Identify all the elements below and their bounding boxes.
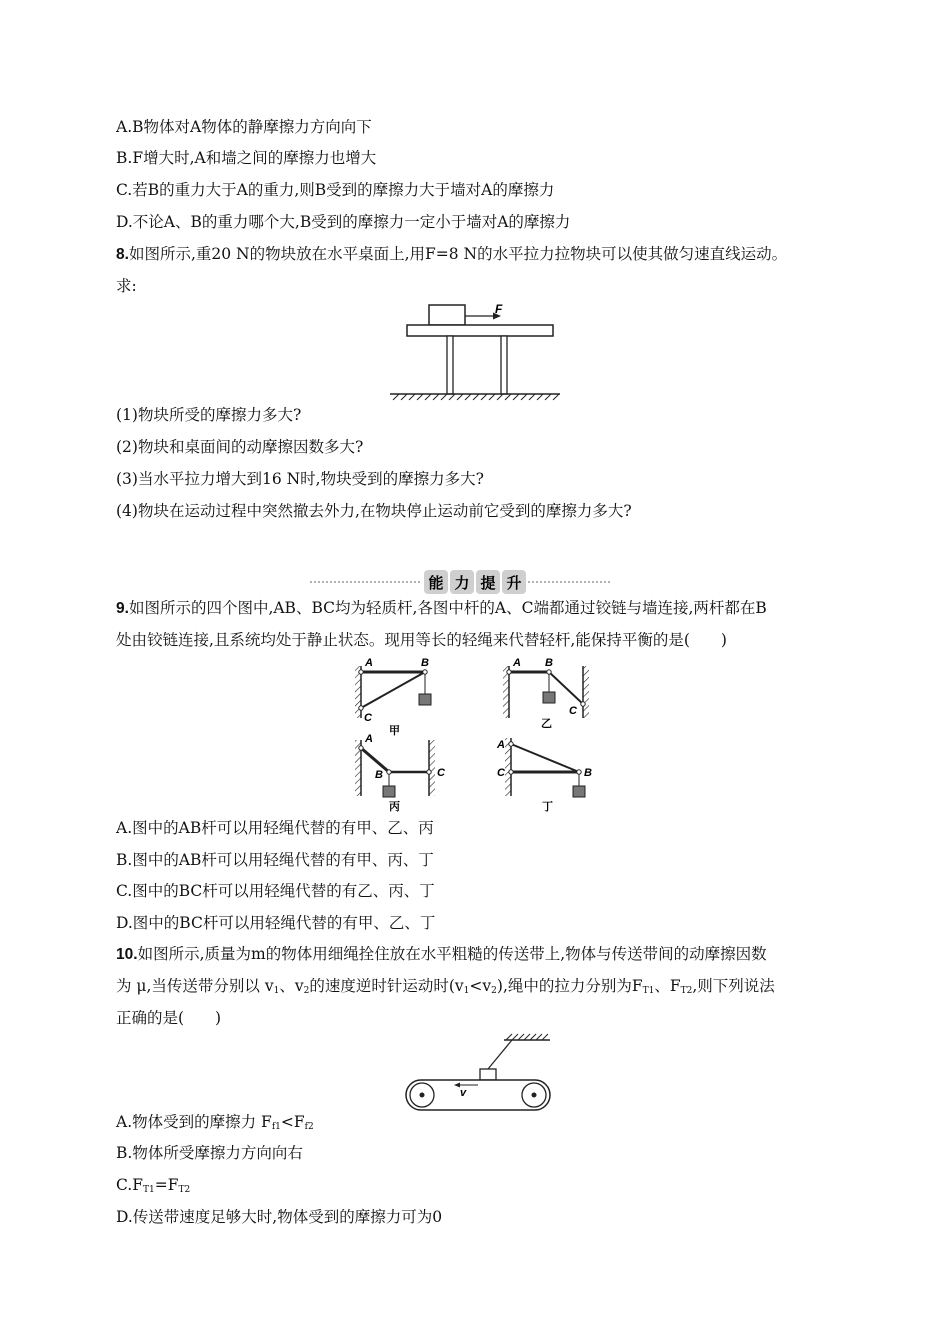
caption-yi: 乙: [541, 717, 552, 730]
hinge-a: [509, 742, 513, 746]
hinge-b: [547, 670, 551, 674]
q8-sub1: (1)物块所受的摩擦力多大?: [116, 406, 302, 424]
q10-option-d: D.传送带速度足够大时,物体受到的摩擦力可为0: [116, 1208, 443, 1226]
q10-option-a: [116, 1111, 314, 1138]
text: A.物体受到的摩擦力 F: [116, 1113, 272, 1131]
text: <F: [280, 1113, 305, 1131]
q10-conveyor-figure: [400, 1032, 560, 1114]
banner-char-1: 能: [428, 574, 444, 592]
text: 、v: [279, 977, 304, 995]
hinge-a: [359, 670, 363, 674]
figure-yi: [503, 657, 589, 730]
q8-table-figure: [385, 300, 565, 410]
text: 的速度逆时针运动时(v: [309, 977, 464, 995]
q9-stem-text: 如图所示的四个图中,AB、BC均为轻质杆,各图中杆的A、C端都通过铰链与墙连接,两杆都在B: [128, 599, 767, 617]
subscript: T2: [178, 1185, 191, 1195]
q7-option-a: A.B物体对A物体的静摩擦力方向向下: [116, 118, 372, 136]
table-leg-right: [501, 336, 507, 394]
subscript: 1: [463, 986, 470, 996]
section-banner: [310, 568, 610, 596]
weight: [419, 694, 431, 705]
hinge-a: [507, 670, 511, 674]
banner-char-2: 力: [454, 574, 470, 592]
q10-option-b: B.物体所受摩擦力方向向右: [116, 1144, 303, 1162]
subscript: T2: [680, 986, 693, 996]
q10-stem-line1: [116, 943, 767, 966]
pulley-right-axle: [532, 1093, 537, 1098]
q9-option-b: B.图中的AB杆可以用轻绳代替的有甲、丙、丁: [116, 851, 434, 869]
hinge-c: [359, 706, 363, 710]
hinge-c: [581, 702, 585, 706]
table-leg-left: [447, 336, 453, 394]
hinge-b: [577, 770, 581, 774]
force-label: F: [495, 302, 503, 316]
hinge-b: [423, 670, 427, 674]
q7-option-d: D.不论A、B的重力哪个大,B受到的摩擦力一定小于墙对A的摩擦力: [116, 213, 571, 231]
q8-stem-text: 如图所示,重20 N的物块放在水平桌面上,用F=8 N的水平拉力拉物块可以使其做匀速直线运动。: [128, 245, 788, 263]
q10-number: 10.: [116, 946, 138, 963]
q8-stem-line1: [116, 243, 787, 266]
q7-option-b: B.F增大时,A和墙之间的摩擦力也增大: [116, 149, 377, 167]
caption-ding: 丁: [542, 800, 553, 813]
hinge-c: [509, 770, 513, 774]
weight: [573, 786, 585, 797]
text: ),绳中的拉力分别为F: [496, 977, 643, 995]
label-c: C: [364, 712, 372, 724]
rod-ab: [511, 744, 579, 772]
label-b: B: [375, 769, 383, 781]
q8-stem-line2: 求:: [116, 277, 137, 295]
q9-stem-line2: 处由铰链连接,且系统均处于静止状态。现用等长的轻绳来代替轻杆,能保持平衡的是( ): [116, 631, 727, 649]
figure-ding: [496, 738, 592, 813]
text: C.F: [116, 1176, 143, 1194]
q10-stem-text: 如图所示,质量为m的物体用细绳拴住放在水平粗糙的传送带上,物体与传送带间的动摩擦因数: [137, 945, 767, 963]
table-top: [407, 325, 553, 336]
q10-stem-line3: 正确的是( ): [116, 1009, 222, 1027]
q8-sub4: (4)物块在运动过程中突然撤去外力,在物块停止运动前它受到的摩擦力多大?: [116, 502, 632, 520]
object-block: [480, 1069, 496, 1080]
subscript: 2: [303, 986, 310, 996]
subscript: T1: [642, 986, 655, 996]
rope: [488, 1040, 512, 1069]
text: ,则下列说法: [692, 977, 775, 995]
wall-right: [429, 740, 435, 796]
text: <v: [469, 977, 492, 995]
velocity-label: v: [460, 1087, 467, 1099]
banner-char-4: 升: [506, 574, 522, 592]
ceiling-hatching: [506, 1034, 548, 1040]
q10-option-c: [116, 1174, 190, 1201]
figure-jia: [355, 657, 431, 737]
subscript: f1: [271, 1122, 281, 1132]
weight: [383, 786, 395, 797]
rod-bc: [361, 672, 425, 708]
label-a: A: [513, 657, 521, 669]
text: 、F: [654, 977, 681, 995]
label-a: A: [365, 733, 373, 745]
hinge-a: [359, 746, 363, 750]
pulley-left-axle: [420, 1093, 425, 1098]
label-b: B: [421, 657, 429, 669]
q9-option-d: D.图中的BC杆可以用轻绳代替的有甲、乙、丁: [116, 914, 436, 932]
subscript: 1: [273, 986, 280, 996]
label-a: A: [497, 739, 505, 751]
q8-sub3: (3)当水平拉力增大到16 N时,物块受到的摩擦力多大?: [116, 470, 484, 488]
block: [429, 305, 465, 325]
label-b: B: [545, 657, 553, 669]
hinge-c: [427, 770, 431, 774]
figure-bing: [355, 733, 446, 813]
q9-figures: [345, 652, 625, 822]
label-b: B: [584, 767, 592, 779]
q9-stem-line1: [116, 597, 767, 620]
hinge-b: [387, 770, 391, 774]
label-c: C: [497, 767, 505, 779]
subscript: 2: [491, 986, 497, 996]
q8-sub2: (2)物块和桌面间的动摩擦因数多大?: [116, 438, 364, 456]
label-c: C: [569, 705, 577, 717]
q7-option-c: C.若B的重力大于A的重力,则B受到的摩擦力大于墙对A的摩擦力: [116, 181, 555, 199]
floor-hatching: [393, 394, 559, 400]
subscript: T1: [143, 1185, 155, 1195]
wall-right: [583, 666, 589, 718]
subscript: f2: [304, 1122, 314, 1132]
q8-number: 8.: [116, 246, 129, 263]
q10-stem-line2: [116, 975, 775, 1002]
caption-jia: 甲: [389, 724, 400, 737]
q9-option-a: A.图中的AB杆可以用轻绳代替的有甲、乙、丙: [116, 819, 434, 837]
q9-option-c: C.图中的BC杆可以用轻绳代替的有乙、丙、丁: [116, 882, 435, 900]
label-c: C: [437, 767, 445, 779]
wall: [505, 738, 511, 796]
label-a: A: [365, 657, 373, 669]
q9-number: 9.: [116, 600, 129, 617]
banner-char-3: 提: [480, 574, 496, 592]
weight: [543, 692, 555, 703]
caption-bing: 丙: [389, 800, 400, 813]
text: =F: [154, 1176, 179, 1194]
text: 为 μ,当传送带分别以 v: [116, 977, 274, 995]
